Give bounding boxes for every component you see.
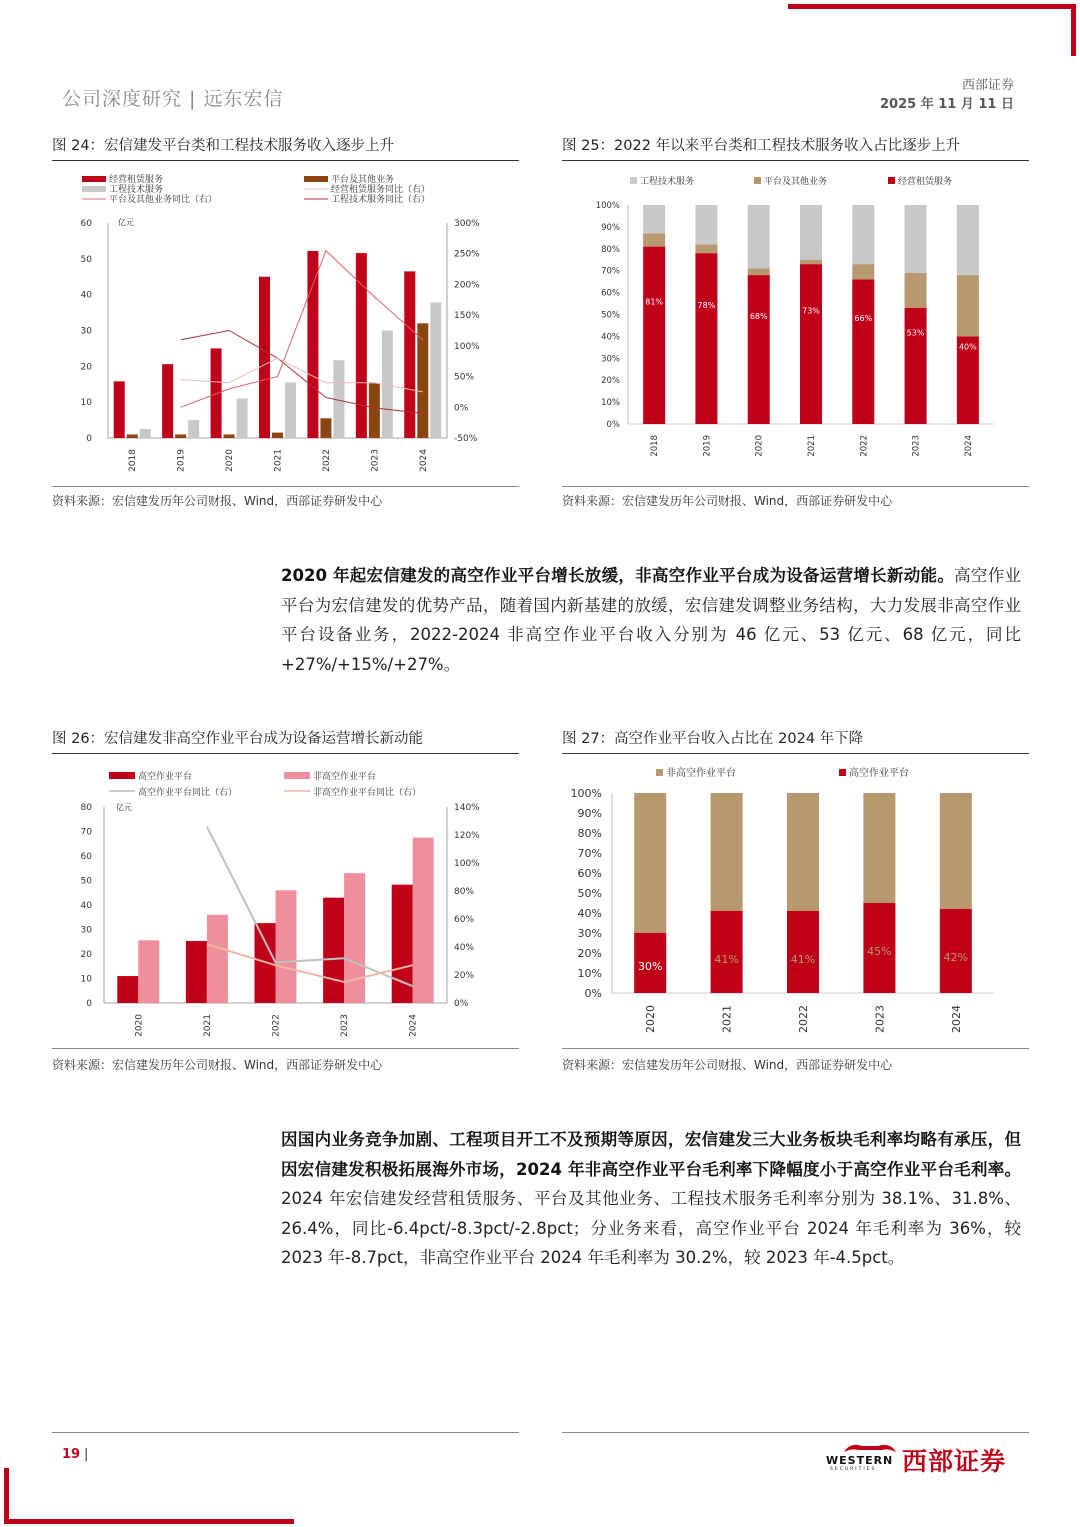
legend-label: 非高空作业平台同比（右） bbox=[313, 788, 422, 798]
y-tick-label: 50 bbox=[80, 254, 92, 265]
data-label: 41% bbox=[714, 953, 739, 966]
y-tick-label: 20 bbox=[80, 950, 92, 960]
bar bbox=[276, 890, 297, 1003]
legend-swatch bbox=[284, 772, 310, 779]
legend-swatch bbox=[82, 186, 106, 192]
stacked-bar-segment bbox=[940, 793, 972, 909]
x-tick-label: 2023 bbox=[911, 435, 922, 457]
y2-tick-label: 60% bbox=[454, 915, 475, 925]
fig25-top-rule bbox=[562, 160, 1029, 161]
bar bbox=[344, 873, 365, 1003]
legend-label: 非高空作业平台 bbox=[313, 772, 377, 782]
y-tick-label: 100% bbox=[570, 787, 602, 800]
axis-unit: 亿元 bbox=[118, 218, 134, 227]
bar bbox=[413, 838, 434, 1003]
data-label: 45% bbox=[867, 945, 892, 958]
bar bbox=[285, 382, 296, 438]
x-tick-label: 2019 bbox=[176, 449, 187, 472]
bar bbox=[224, 434, 235, 438]
bar bbox=[259, 277, 270, 438]
x-tick-label: 2021 bbox=[807, 435, 817, 457]
y-tick-label: 10 bbox=[80, 398, 92, 409]
legend-label: 高空作业平台 bbox=[849, 768, 909, 779]
y-tick-label: 90% bbox=[601, 222, 620, 233]
stacked-bar-segment bbox=[643, 247, 665, 424]
data-label: 40% bbox=[958, 342, 977, 352]
y-tick-label: 20% bbox=[577, 947, 602, 960]
y-tick-label: 40 bbox=[80, 901, 92, 911]
x-tick-label: 2021 bbox=[273, 449, 284, 472]
x-tick-label: 2022 bbox=[321, 449, 332, 472]
brand-bar-top bbox=[788, 4, 1076, 9]
legend-label: 非高空作业平台 bbox=[666, 768, 736, 779]
y-tick-label: 70 bbox=[80, 827, 92, 838]
x-tick-label: 2021 bbox=[202, 1014, 213, 1037]
report-date: 2025 年 11 月 11 日 bbox=[880, 97, 1014, 112]
legend-label: 平台及其他业务同比（右） bbox=[109, 195, 218, 205]
stacked-bar-segment bbox=[643, 205, 665, 233]
bar bbox=[175, 434, 186, 438]
page-separator: | bbox=[84, 1447, 89, 1462]
fig25-chart bbox=[562, 168, 1029, 483]
y-tick-label: 40% bbox=[577, 907, 602, 920]
legend-label: 平台及其他业务 bbox=[331, 175, 395, 185]
stacked-bar-segment bbox=[957, 275, 979, 336]
x-tick-label: 2024 bbox=[949, 1005, 963, 1033]
stacked-bar-segment bbox=[711, 911, 743, 993]
legend-label: 工程技术服务 bbox=[640, 177, 695, 187]
bar bbox=[188, 420, 199, 438]
stacked-bar-segment bbox=[800, 264, 822, 424]
y-tick-label: 60% bbox=[601, 288, 620, 299]
logo-wordmark-en: WESTERN bbox=[826, 1454, 894, 1467]
bar bbox=[237, 399, 248, 438]
stacked-bar-segment bbox=[643, 233, 665, 246]
y2-tick-label: 20% bbox=[454, 971, 475, 981]
fig26-top-rule bbox=[52, 753, 519, 754]
y-tick-label: 50% bbox=[601, 310, 620, 321]
y-tick-label: 40% bbox=[601, 332, 620, 343]
y2-tick-label: 120% bbox=[454, 831, 480, 841]
paragraph-2-text: 2024 年宏信建发经营租赁服务、平台及其他业务、工程技术服务毛利率分别为 38.1%、31.8%、26.4%，同比-6.4pct/-8.3pct/-2.8pct；分业务来看，高空作业平台 2024 年毛利率为 36%，较 2023 年-8.7pct，非高空作业平台 2024 年毛利率为 30.2%，较 2023 年-4.5pct。 bbox=[281, 1189, 1021, 1267]
y2-tick-label: 80% bbox=[454, 887, 475, 897]
y2-tick-label: 40% bbox=[454, 943, 475, 953]
x-tick-label: 2020 bbox=[644, 1005, 658, 1033]
x-tick-label: 2018 bbox=[128, 449, 139, 472]
fig27-bottom-rule bbox=[562, 1048, 1029, 1049]
legend-swatch bbox=[82, 176, 106, 182]
y-tick-label: 60 bbox=[80, 219, 92, 229]
x-tick-label: 2018 bbox=[650, 435, 661, 457]
fig27-source: 资料来源：宏信建发历年公司财报、Wind，西部证券研发中心 bbox=[562, 1058, 893, 1072]
y2-tick-label: 100% bbox=[454, 341, 480, 352]
fig27-top-rule bbox=[562, 753, 1029, 754]
bar bbox=[207, 915, 228, 1003]
bar bbox=[162, 364, 173, 438]
x-tick-label: 2022 bbox=[859, 435, 870, 457]
fig27-chart bbox=[562, 760, 1029, 1043]
y-tick-label: 40 bbox=[80, 290, 92, 301]
y-tick-label: 50% bbox=[577, 887, 602, 900]
paragraph-2-bold: 因国内业务竞争加剧、工程项目开工不及预期等原因，宏信建发三大业务板块毛利率均略有承压，但因宏信建发积极拓展海外市场，2024 年非高空作业平台毛利率下降幅度小于高空作业平台毛利率。 bbox=[281, 1130, 1021, 1179]
y-tick-label: 100% bbox=[595, 201, 620, 211]
data-label: 30% bbox=[637, 960, 663, 973]
y2-tick-label: 100% bbox=[454, 859, 480, 869]
legend-swatch bbox=[304, 176, 328, 182]
x-tick-label: 2023 bbox=[340, 1014, 351, 1037]
stacked-bar-segment bbox=[695, 244, 717, 253]
fig27-title: 图 27：高空作业平台收入占比在 2024 年下降 bbox=[562, 731, 864, 747]
footer-rule-right bbox=[562, 1432, 1029, 1433]
legend-swatch bbox=[109, 772, 135, 779]
brand-bar-left bbox=[4, 1468, 9, 1524]
bar bbox=[117, 976, 138, 1003]
y2-tick-label: 50% bbox=[454, 372, 475, 383]
bar bbox=[307, 251, 318, 438]
brand-bar-bottom bbox=[4, 1519, 294, 1524]
y-tick-label: 0 bbox=[86, 434, 92, 444]
fig24-source: 资料来源：宏信建发历年公司财报、Wind，西部证券研发中心 bbox=[52, 494, 383, 508]
stacked-bar-segment bbox=[852, 205, 874, 264]
stacked-bar-segment bbox=[800, 205, 822, 260]
paragraph-2 bbox=[281, 1125, 1021, 1273]
legend-label: 经营租赁服务同比（右） bbox=[331, 185, 431, 195]
paragraph-1-bold: 2020 年起宏信建发的高空作业平台增长放缓，非高空作业平台成为设备运营增长新动能。 bbox=[281, 566, 955, 585]
x-tick-label: 2024 bbox=[418, 449, 429, 472]
bar bbox=[138, 940, 159, 1003]
data-label: 78% bbox=[697, 300, 716, 310]
stacked-bar-segment bbox=[695, 205, 717, 244]
y-tick-label: 10% bbox=[577, 967, 602, 980]
y-tick-label: 10% bbox=[601, 398, 620, 409]
bar bbox=[320, 418, 331, 438]
bar bbox=[369, 383, 380, 438]
y2-tick-label: -50% bbox=[454, 434, 478, 444]
broker-name: 西部证券 bbox=[961, 78, 1014, 93]
axis-unit: 亿元 bbox=[116, 803, 132, 812]
stacked-bar-segment bbox=[905, 273, 927, 308]
stacked-bar-segment bbox=[852, 279, 874, 424]
x-tick-label: 2024 bbox=[963, 435, 974, 457]
logo-wordmark-cn: 西部证券 bbox=[902, 1447, 1007, 1476]
footer-rule-left bbox=[52, 1432, 519, 1433]
bar bbox=[404, 271, 415, 438]
bar bbox=[186, 941, 207, 1003]
x-tick-label: 2021 bbox=[720, 1005, 734, 1033]
x-tick-label: 2020 bbox=[225, 449, 236, 472]
stacked-bar-segment bbox=[748, 269, 770, 276]
stacked-bar-segment bbox=[787, 911, 819, 993]
y-tick-label: 80% bbox=[601, 244, 620, 255]
y-tick-label: 20 bbox=[80, 362, 92, 373]
legend-swatch bbox=[754, 177, 761, 184]
y-tick-label: 70% bbox=[601, 266, 620, 277]
paragraph-1 bbox=[281, 561, 1021, 679]
logo-wordmark-sub: SECURITIES bbox=[830, 1467, 877, 1472]
x-tick-label: 2023 bbox=[370, 449, 381, 472]
fig25-bottom-rule bbox=[562, 486, 1029, 487]
y-tick-label: 30 bbox=[80, 326, 92, 337]
bar bbox=[430, 303, 441, 438]
x-tick-label: 2023 bbox=[873, 1005, 887, 1033]
y-tick-label: 10 bbox=[80, 974, 92, 985]
bar bbox=[127, 434, 138, 438]
y2-tick-label: 300% bbox=[454, 219, 480, 229]
y2-tick-label: 150% bbox=[454, 311, 480, 322]
legend-label: 平台及其他业务 bbox=[764, 177, 828, 187]
y-tick-label: 80 bbox=[80, 803, 92, 813]
data-label: 68% bbox=[749, 311, 768, 321]
legend-swatch bbox=[656, 769, 663, 776]
x-tick-label: 2019 bbox=[702, 435, 713, 457]
data-label: 73% bbox=[802, 306, 820, 316]
y2-tick-label: 140% bbox=[454, 803, 480, 813]
y-tick-label: 60% bbox=[577, 867, 602, 880]
y-tick-label: 0 bbox=[86, 999, 92, 1009]
legend-label: 经营租赁服务 bbox=[109, 175, 164, 185]
y-tick-label: 70% bbox=[577, 847, 602, 860]
bar bbox=[323, 898, 344, 1003]
report-type: 公司深度研究 | 远东宏信 bbox=[62, 88, 284, 110]
legend-swatch bbox=[839, 769, 846, 776]
legend-label: 工程技术服务 bbox=[109, 185, 164, 195]
legend-label: 经营租赁服务 bbox=[898, 177, 953, 187]
y2-tick-label: 200% bbox=[454, 280, 480, 291]
y-tick-label: 0% bbox=[606, 420, 620, 430]
stacked-bar-segment bbox=[634, 793, 666, 933]
legend-swatch bbox=[630, 177, 637, 184]
y-tick-label: 0% bbox=[584, 987, 602, 1000]
x-tick-label: 2020 bbox=[754, 435, 765, 457]
legend-label: 高空作业平台同比（右） bbox=[138, 788, 238, 798]
x-tick-label: 2022 bbox=[271, 1014, 282, 1037]
stacked-bar-segment bbox=[957, 205, 979, 275]
y-tick-label: 60 bbox=[80, 852, 92, 862]
fig24-title: 图 24：宏信建发平台类和工程技术服务收入逐步上升 bbox=[52, 138, 395, 154]
y-tick-label: 50 bbox=[80, 876, 92, 887]
fig26-title: 图 26：宏信建发非高空作业平台成为设备运营增长新动能 bbox=[52, 731, 424, 747]
legend-swatch bbox=[888, 177, 895, 184]
series-line bbox=[207, 944, 413, 982]
brand-bar-right bbox=[1071, 4, 1076, 56]
bar bbox=[272, 433, 283, 438]
data-label: 42% bbox=[943, 951, 969, 964]
y-tick-label: 90% bbox=[577, 807, 602, 820]
stacked-bar-segment bbox=[852, 264, 874, 279]
fig26-source: 资料来源：宏信建发历年公司财报、Wind，西部证券研发中心 bbox=[52, 1058, 383, 1072]
data-label: 66% bbox=[854, 314, 873, 324]
bar bbox=[114, 381, 125, 438]
y-tick-label: 20% bbox=[601, 376, 620, 387]
data-label: 53% bbox=[906, 328, 925, 338]
x-tick-label: 2024 bbox=[408, 1014, 419, 1037]
paragraph-1-text: 高空作业平台为宏信建发的优势产品，随着国内新基建的放缓，宏信建发调整业务结构，大力发展非高空作业平台设备业务，2022-2024 非高空作业平台收入分别为 46 亿元、53 亿元、68 亿元，同比+27%/+15%/+27%。 bbox=[281, 566, 1022, 674]
bar bbox=[211, 348, 222, 438]
bar bbox=[140, 429, 151, 438]
fig25-title: 图 25：2022 年以来平台类和工程技术服务收入占比逐步上升 bbox=[562, 138, 961, 154]
x-tick-label: 2020 bbox=[134, 1014, 145, 1037]
stacked-bar-segment bbox=[800, 260, 822, 264]
y-tick-label: 30 bbox=[80, 925, 92, 936]
stacked-bar-segment bbox=[748, 275, 770, 424]
stacked-bar-segment bbox=[905, 308, 927, 424]
page-number: 19 bbox=[62, 1447, 81, 1462]
x-tick-label: 2022 bbox=[797, 1005, 810, 1033]
stacked-bar-segment bbox=[863, 793, 895, 903]
series-line bbox=[207, 827, 413, 987]
stacked-bar-segment bbox=[695, 253, 717, 424]
stacked-bar-segment bbox=[787, 793, 819, 911]
y-tick-label: 30% bbox=[577, 927, 602, 940]
data-label: 41% bbox=[790, 953, 816, 966]
legend-label: 工程技术服务同比（右） bbox=[331, 195, 431, 205]
bar bbox=[417, 323, 428, 438]
fig24-top-rule bbox=[52, 160, 519, 161]
bar bbox=[255, 923, 276, 1003]
stacked-bar-segment bbox=[905, 205, 927, 273]
fig25-source: 资料来源：宏信建发历年公司财报、Wind，西部证券研发中心 bbox=[562, 494, 893, 508]
y2-tick-label: 0% bbox=[454, 403, 469, 414]
y2-tick-label: 250% bbox=[454, 249, 480, 260]
fig24-chart bbox=[52, 168, 519, 483]
legend-label: 高空作业平台 bbox=[138, 772, 193, 782]
fig26-bottom-rule bbox=[52, 1048, 519, 1049]
data-label: 81% bbox=[645, 297, 664, 307]
y-tick-label: 80% bbox=[577, 827, 602, 840]
stacked-bar-segment bbox=[748, 205, 770, 269]
y2-tick-label: 0% bbox=[454, 999, 469, 1009]
stacked-bar-segment bbox=[711, 793, 743, 911]
y-tick-label: 30% bbox=[601, 354, 620, 365]
fig24-bottom-rule bbox=[52, 486, 519, 487]
fig26-chart bbox=[52, 760, 519, 1043]
